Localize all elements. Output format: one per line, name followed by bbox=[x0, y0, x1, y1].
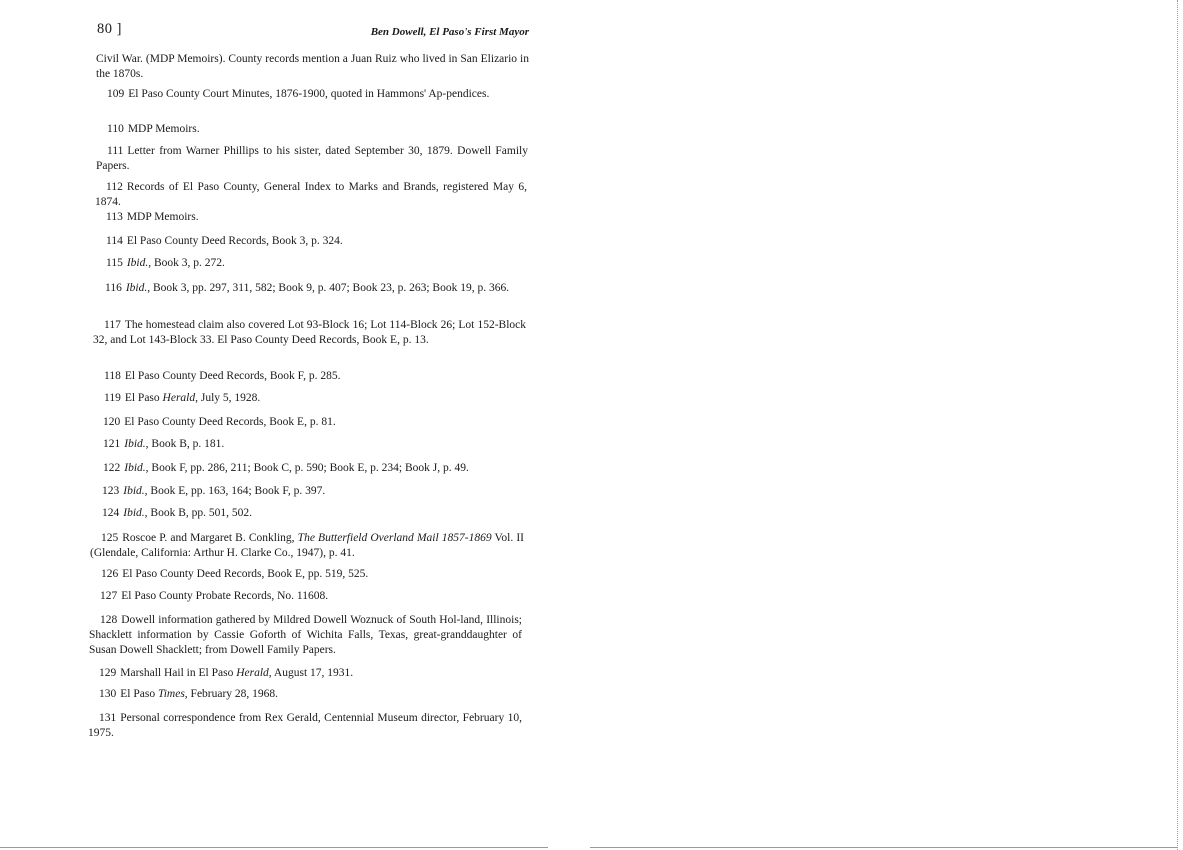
running-head: Ben Dowell, El Paso's First Mayor bbox=[370, 26, 529, 38]
endnote-number: 111 bbox=[107, 145, 124, 157]
endnote bbox=[92, 415, 525, 430]
endnote bbox=[93, 369, 526, 384]
endnote-text: The homestead claim also covered Lot 93-Block 16; Lot 114-Block 26; Lot 152-Block 32, and Lot 143-Block 33. El Paso County Deed Records, Book E, p. 13. bbox=[93, 319, 526, 346]
endnote-number: 131 bbox=[99, 712, 117, 724]
endnote bbox=[95, 180, 527, 210]
endnote-number: 112 bbox=[106, 181, 123, 193]
endnote-text: Records of El Paso County, General Index to Marks and Brands, registered May 6, 1874. bbox=[95, 181, 527, 208]
endnote-italic-text: Ibid. bbox=[123, 485, 145, 497]
endnote-number: 125 bbox=[101, 532, 119, 544]
endnote-italic-text: Herald bbox=[162, 392, 196, 404]
endnote bbox=[93, 318, 526, 348]
endnote bbox=[88, 687, 522, 702]
endnote-text: MDP Memoirs. bbox=[127, 123, 200, 135]
endnote-text: , Book F, pp. 286, 211; Book C, p. 590; Book E, p. 234; Book J, p. 49. bbox=[145, 462, 469, 474]
endnote-text: Roscoe P. and Margaret B. Conkling, bbox=[122, 532, 298, 544]
endnote bbox=[92, 437, 525, 452]
endnote-number: 120 bbox=[103, 416, 121, 428]
endnote bbox=[89, 589, 524, 604]
endnote bbox=[95, 256, 527, 271]
endnote-text: El Paso County Deed Records, Book 3, p. 324. bbox=[126, 235, 343, 247]
endnote-number: 119 bbox=[104, 392, 121, 404]
endnote bbox=[91, 506, 524, 521]
endnote-text: El Paso bbox=[124, 392, 163, 404]
page-number: 80 ] bbox=[97, 21, 122, 37]
endnote-text: El Paso bbox=[120, 688, 158, 700]
endnote-number: 127 bbox=[100, 590, 118, 602]
endnote bbox=[91, 484, 525, 499]
endnote bbox=[88, 711, 522, 741]
endnote bbox=[95, 210, 527, 225]
endnote bbox=[89, 613, 522, 658]
endnote-text: Vol. II (Glendale, California: Arthur H. Clarke Co., 1947), p. 41. bbox=[90, 532, 524, 559]
endnote-text: , Book 3, p. 272. bbox=[148, 257, 225, 269]
endnote-text: , Book B, pp. 501, 502. bbox=[144, 507, 252, 519]
endnote-text: , July 5, 1928. bbox=[195, 392, 261, 404]
endnote-number: 124 bbox=[102, 507, 120, 519]
endnote-italic-text: Times bbox=[157, 688, 185, 700]
endnote-number: 115 bbox=[106, 257, 123, 269]
endnote-text: El Paso County Court Minutes, 1876-1900, quoted in Hammons' Ap-pendices. bbox=[128, 88, 490, 100]
endnote-text: , Book B, p. 181. bbox=[145, 438, 225, 450]
endnote-text: , February 28, 1968. bbox=[184, 688, 279, 700]
endnote-italic-text: Ibid. bbox=[125, 282, 148, 294]
endnote bbox=[90, 531, 524, 561]
endnote bbox=[92, 461, 525, 476]
endnote-italic-text: Ibid. bbox=[124, 438, 146, 450]
endnote-number: 114 bbox=[106, 235, 123, 247]
endnote-number: 118 bbox=[104, 370, 121, 382]
endnote-number: 116 bbox=[105, 282, 122, 294]
page-edge-bottom-right bbox=[590, 847, 1177, 848]
endnote-italic-text: The Butterfield Overland Mail 1857-1869 bbox=[297, 532, 492, 544]
endnote bbox=[93, 391, 526, 406]
endnote-number: 121 bbox=[103, 438, 121, 450]
endnote-italic-text: Ibid. bbox=[126, 257, 149, 269]
endnote bbox=[96, 122, 529, 137]
endnote-number: 110 bbox=[107, 123, 124, 135]
endnote-text: Civil War. (MDP Memoirs). County records mention a Juan Ruiz who lived in San Elizario in the 1870s. bbox=[96, 53, 529, 80]
endnote-number: 122 bbox=[103, 462, 121, 474]
endnote-text: El Paso County Deed Records, Book E, p. 81. bbox=[124, 416, 336, 428]
endnote-text: Letter from Warner Phillips to his sister, dated September 30, 1879. Dowell Family Papers. bbox=[96, 145, 528, 172]
endnote-italic-text: Ibid. bbox=[123, 507, 145, 519]
endnote-text: MDP Memoirs. bbox=[126, 211, 199, 223]
endnote-italic-text: Ibid. bbox=[124, 462, 146, 474]
endnote bbox=[90, 567, 524, 582]
endnote-text: Marshall Hail in El Paso bbox=[120, 667, 237, 679]
endnote-text: Personal correspondence from Rex Gerald, Centennial Museum director, February 10, 1975. bbox=[88, 712, 522, 739]
page-edge-right bbox=[1177, 0, 1178, 850]
endnote-text: El Paso County Deed Records, Book E, pp. 519, 525. bbox=[122, 568, 369, 580]
endnote-number: 130 bbox=[99, 688, 117, 700]
endnote-text: Dowell information gathered by Mildred Dowell Woznuck of South Hol-land, Illinois; Shacklett information by Cassie Goforth of Wichita Falls, Texas, great-granddaughter of Susan Dowell Shacklett; from Dowell Family Papers. bbox=[89, 614, 522, 656]
endnote-number: 129 bbox=[99, 667, 117, 679]
endnote-number: 109 bbox=[107, 88, 125, 100]
endnote bbox=[94, 281, 526, 296]
endnote-number: 128 bbox=[100, 614, 118, 626]
endnote-number: 113 bbox=[106, 211, 123, 223]
endnote-text: , Book 3, pp. 297, 311, 582; Book 9, p. 407; Book 23, p. 263; Book 19, p. 366. bbox=[147, 282, 510, 294]
endnote-number: 126 bbox=[101, 568, 119, 580]
endnote-number: 123 bbox=[102, 485, 120, 497]
endnote-number: 117 bbox=[104, 319, 121, 331]
endnote bbox=[88, 666, 522, 681]
endnote-text: El Paso County Probate Records, No. 11608. bbox=[121, 590, 329, 602]
endnote bbox=[96, 87, 529, 102]
endnote bbox=[96, 52, 529, 82]
endnote-italic-text: Herald bbox=[236, 667, 269, 679]
endnote-text: , Book E, pp. 163, 164; Book F, p. 397. bbox=[144, 485, 326, 497]
endnote bbox=[96, 144, 528, 174]
endnote bbox=[95, 234, 527, 249]
endnote-text: , August 17, 1931. bbox=[268, 667, 354, 679]
endnote-text: El Paso County Deed Records, Book F, p. 285. bbox=[124, 370, 341, 382]
